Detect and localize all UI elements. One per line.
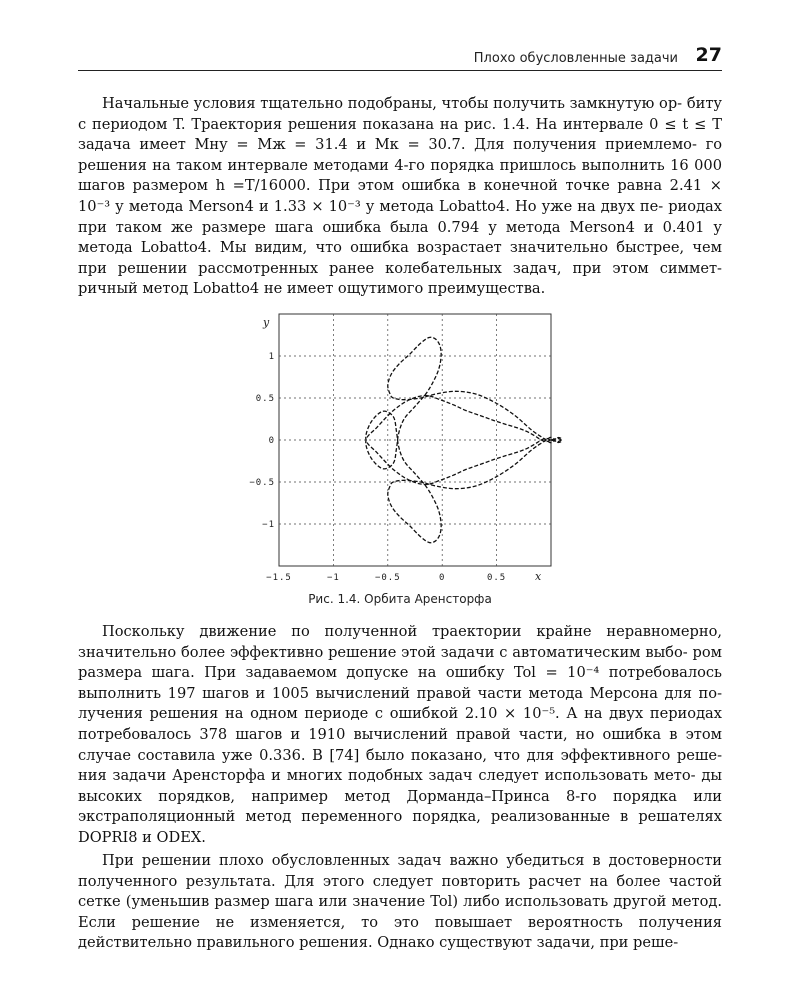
y-tick-label: 0.5 <box>255 394 275 404</box>
p2-line: лучения решения на одном периоде с ошибкой 2.10 × 10⁻⁵. А на двух периодах <box>78 705 722 723</box>
p3-line: сетке (уменьшив размер шага или значение Tol) либо использовать другой <box>78 893 667 911</box>
x-tick-label: 0 <box>438 573 446 583</box>
orbit-trajectory <box>366 411 562 543</box>
p3-line: полученного результата. Для этого следует повторить расчет на более частой <box>78 872 722 890</box>
paragraph-2 <box>78 622 722 849</box>
x-axis-label: x <box>535 570 542 583</box>
p3-line: При решении плохо обусловленных задач важно убедиться в достоверности <box>102 852 722 869</box>
x-tick-label: −0.5 <box>374 573 401 583</box>
p3-line: действительно правильного решения. Однако существуют задачи, при реше- <box>78 934 679 952</box>
p1-line: при решении рассмотренных ранее колебательных задач, при этом симмет- <box>78 259 722 277</box>
p2-line: потребовалось 378 шагов и 1910 вычислений правой части, но ошибка в этом <box>78 725 722 743</box>
p2-line: выполнить 197 шагов и 1005 вычислений правой части метода Мерсона для по- <box>78 684 722 702</box>
orbit-trajectory-mirror <box>366 337 562 469</box>
p1-line: у метода Lobatto4. Мы видим, что ошибка возрастает значительно быстрее, чем <box>78 218 723 257</box>
figure-arenstorf-orbit <box>249 306 555 586</box>
p1-line: биту с периодом T. Траектория решения показана на рис. 1.4. На интервале <box>78 95 722 133</box>
p2-line: ром размера шага. При задаваемом допуске на ошибку Tol = 10⁻⁴ потребовалось <box>78 643 722 682</box>
orbit-plot <box>249 306 555 586</box>
p1-line: Начальные условия тщательно подобраны, чтобы получить замкнутую ор- <box>102 95 683 112</box>
p2-line: DOPRI8 и ODEX. <box>78 828 206 846</box>
y-tick-label: −1 <box>262 520 275 530</box>
paragraph-1 <box>78 94 722 300</box>
y-tick-label: 1 <box>268 352 275 362</box>
x-tick-label: −1 <box>326 573 340 583</box>
p2-line: Поскольку движение по полученной траектории крайне неравномерно, <box>102 623 722 640</box>
p1-line: 2.41 × 10⁻³ у метода Merson4 и 1.33 × 10⁻³ у метода Lobatto4. Но уже на двух пе- <box>78 177 722 215</box>
p1-line: ричный метод Lobatto4 не имеет ощутимого преимущества. <box>78 280 546 298</box>
p3-line: метод. Если решение не изменяется, то это повышает вероятность получения <box>78 893 723 931</box>
running-header <box>78 42 722 71</box>
p2-line: значительно более эффективно решение этой задачи с автоматическим выбо- <box>78 643 688 661</box>
y-tick-label: −0.5 <box>249 478 275 488</box>
p2-line: случае составила уже 0.336. В [74] было показано, что для эффективного реше- <box>78 746 722 764</box>
y-axis-label: y <box>263 316 270 329</box>
p2-line: ния задачи Аренсторфа и многих подобных задач следует использовать мето- <box>78 767 696 785</box>
y-tick-label: 0 <box>268 436 275 446</box>
x-tick-label: 0.5 <box>486 573 507 583</box>
p1-line: 0 ≤ t ≤ T задача имеет Mну = Mж = 31.4 и Mк = 30.7. Для получения приемлемо- <box>78 115 722 154</box>
p2-line: ды высоких порядков, например метод Дорманда–Принса 8-го порядка или <box>78 767 722 805</box>
p1-line: 16 000 шагов размером h =T/16000. При этом ошибка в конечной точке равна <box>78 156 722 195</box>
p1-line: го решения на таком интервале методами 4-го порядка пришлось выполнить <box>78 136 722 174</box>
p1-line: риодах при таком же размере шага ошибка была 0.794 у метода Merson4 и 0.401 <box>78 197 722 236</box>
figure-caption: Рис. 1.4. Орбита Аренсторфа <box>308 592 492 606</box>
x-tick-label: −1.5 <box>266 573 292 583</box>
page-number: 27 <box>695 44 722 66</box>
p2-line: экстраполяционный метод переменного порядка, реализованные в решателях <box>78 808 722 826</box>
header-title: Плохо обусловленные задачи <box>473 51 678 66</box>
paragraph-3 <box>78 851 722 954</box>
